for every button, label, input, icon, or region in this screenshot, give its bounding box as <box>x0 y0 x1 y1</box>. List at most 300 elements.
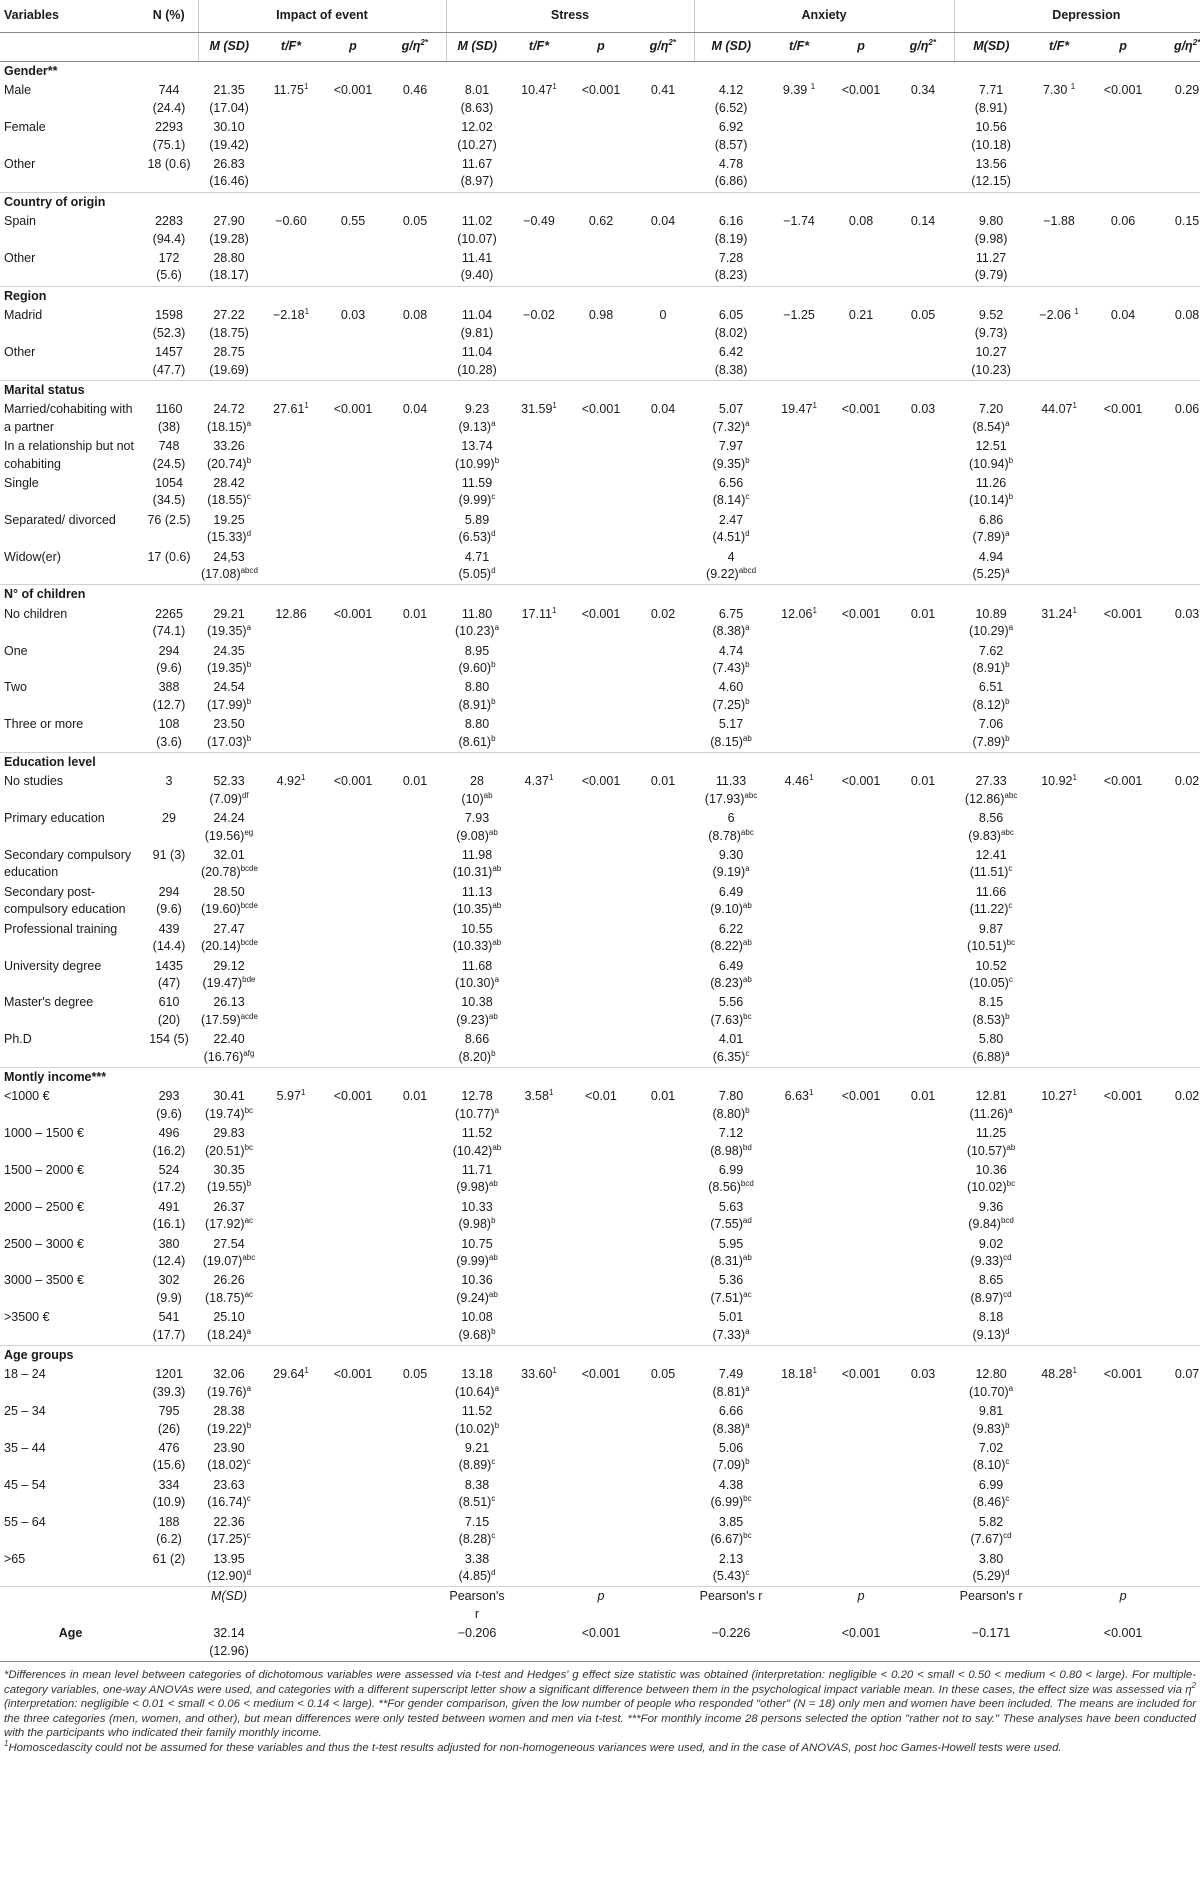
p-cell <box>1090 1198 1156 1235</box>
sd-value: (7.43) <box>712 661 746 675</box>
sd-value: (17.93) <box>704 791 745 806</box>
sd-value: (7.67) <box>970 1532 1004 1547</box>
t-f-cell <box>1028 81 1090 118</box>
t-f-cell <box>1028 642 1090 679</box>
effect-size-cell <box>632 846 694 883</box>
p-cell: <0.001 <box>1103 606 1143 621</box>
sd-value: (18.17) <box>209 268 249 283</box>
mean-value: 7.12 <box>718 1126 744 1141</box>
corr-blank <box>0 1587 140 1624</box>
effect-size-cell: 0.01 <box>402 774 428 789</box>
table-row <box>0 772 1200 809</box>
correlation-header-row <box>0 1587 1200 1624</box>
row-label: Married/cohabiting with a partner <box>4 402 133 434</box>
p-cell <box>322 1513 384 1550</box>
group-superscript: c <box>491 1494 496 1504</box>
mean-sd-cell <box>446 1513 508 1550</box>
effect-size-cell <box>892 1271 954 1308</box>
effect-size-cell <box>384 920 446 957</box>
stat-label-text: g/η <box>909 39 929 54</box>
sd-value: (10.31) <box>452 865 493 880</box>
mean-sd-cell <box>198 957 260 994</box>
effect-size-cell <box>1156 1476 1200 1513</box>
n-percent: (5.6) <box>156 268 182 283</box>
p-cell <box>570 155 632 192</box>
mean-sd-cell <box>446 1198 508 1235</box>
group-superscript: ab <box>492 864 502 874</box>
mean-sd-cell <box>446 678 508 715</box>
t-f-superscript: 1 <box>1072 773 1077 783</box>
t-f-cell <box>768 548 830 585</box>
sd-value: (11.26) <box>969 1106 1009 1121</box>
p-cell <box>1090 1124 1156 1161</box>
t-f-cell <box>260 1271 322 1308</box>
row-label: Single <box>4 475 39 490</box>
group-superscript: ad <box>742 1216 752 1226</box>
p-cell <box>322 548 384 585</box>
effect-size-cell <box>632 809 694 846</box>
t-f-superscript: 1 <box>1070 82 1076 92</box>
mean-value: 24.54 <box>213 680 245 695</box>
sd-value: (20.78) <box>201 865 241 880</box>
mean-sd-cell <box>198 920 260 957</box>
sd-value: (6.53) <box>458 530 492 545</box>
sd-value: (10.64) <box>454 1384 495 1399</box>
mean-value: 13.56 <box>975 157 1007 172</box>
p-cell <box>322 474 384 511</box>
n-value: 2293 <box>155 120 183 135</box>
t-f-cell <box>508 1513 570 1550</box>
group-superscript: abc <box>1000 827 1014 837</box>
n-value: 61 (2) <box>152 1551 186 1566</box>
mean-sd-cell <box>694 1402 768 1439</box>
n-value: 2265 <box>155 606 183 621</box>
mean-sd-cell <box>446 343 508 380</box>
age-mean-sd <box>198 1624 260 1661</box>
mean-value: 2.47 <box>718 512 744 527</box>
sd-value: (8.38) <box>712 624 746 639</box>
mean-sd-cell <box>446 1235 508 1272</box>
p-cell <box>570 1161 632 1198</box>
effect-size-cell <box>1156 1271 1200 1308</box>
p-cell <box>570 920 632 957</box>
group-superscript: d <box>491 565 496 575</box>
mean-value: 5.63 <box>718 1199 744 1214</box>
mean-value: 6.86 <box>978 512 1004 527</box>
effect-size-cell <box>632 1402 694 1439</box>
mean-value: 6.51 <box>978 680 1004 695</box>
t-f-cell <box>260 400 322 437</box>
group-superscript: ab <box>483 790 493 800</box>
p-cell <box>322 809 384 846</box>
effect-size-cell <box>384 1308 446 1345</box>
mean-sd-cell <box>694 715 768 752</box>
group-superscript: b <box>1005 733 1010 743</box>
mean-value: 11.25 <box>975 1126 1007 1141</box>
n-cell <box>140 1271 198 1308</box>
mean-sd-cell <box>694 1513 768 1550</box>
age-p-value: <0.001 <box>830 1624 892 1661</box>
n-value: 1054 <box>155 475 183 490</box>
group-superscript: b <box>246 659 252 669</box>
p-cell <box>1090 846 1156 883</box>
mean-value: 9.52 <box>978 308 1004 323</box>
stat-label-0-2: p <box>322 33 384 62</box>
mean-sd-cell <box>954 1030 1028 1067</box>
group-superscript: b <box>491 659 496 669</box>
t-f-cell <box>260 1402 322 1439</box>
p-cell <box>830 118 892 155</box>
sd-value: (19.07) <box>202 1254 243 1268</box>
row-label: Three or more <box>4 717 84 732</box>
n-percent: (38) <box>157 419 181 434</box>
t-f-cell <box>508 1308 570 1345</box>
p-cell <box>830 548 892 585</box>
t-f-cell <box>260 920 322 957</box>
mean-value: 30.10 <box>213 120 245 135</box>
effect-size-cell <box>1156 474 1200 511</box>
mean-sd-cell <box>694 155 768 192</box>
age-mean: 32.14 <box>213 1626 245 1641</box>
t-f-cell <box>508 1271 570 1308</box>
table-row <box>0 1271 1200 1308</box>
p-cell <box>570 1308 632 1345</box>
effect-size-cell <box>1156 883 1200 920</box>
sd-value: (9.35) <box>712 456 746 471</box>
effect-size-cell <box>632 343 694 380</box>
t-f-cell <box>1028 715 1090 752</box>
p-cell: <0.001 <box>841 1367 881 1382</box>
group-superscript: b <box>745 455 750 465</box>
mean-value: 9.21 <box>464 1441 490 1456</box>
group-superscript: bcde <box>240 901 258 911</box>
mean-value: 3.80 <box>978 1551 1004 1566</box>
t-f-superscript: 1 <box>304 1366 309 1376</box>
n-cell <box>140 400 198 437</box>
t-f-cell <box>768 1439 830 1476</box>
sd-value: (9.13) <box>458 419 492 434</box>
t-f-cell <box>508 642 570 679</box>
sd-value: (10.99) <box>454 456 495 471</box>
n-value: 294 <box>158 643 180 658</box>
table-row <box>0 1124 1200 1161</box>
effect-size-cell <box>1156 511 1200 548</box>
t-f-cell <box>260 511 322 548</box>
t-f-cell <box>1028 1402 1090 1439</box>
mean-sd-cell <box>954 957 1028 994</box>
p-cell <box>1090 883 1156 920</box>
row-label: Secondary post-compulsory education <box>4 884 126 917</box>
group-superscript: eg <box>244 827 254 837</box>
t-f-cell <box>1028 118 1090 155</box>
mean-sd-cell <box>694 249 768 286</box>
mean-value: 10.08 <box>461 1310 493 1325</box>
t-f-cell <box>508 809 570 846</box>
n-value: 108 <box>158 717 180 732</box>
p-cell: 0.08 <box>848 214 874 229</box>
row-label: One <box>4 643 28 658</box>
effect-size-cell <box>1156 1402 1200 1439</box>
mean-sd-cell <box>694 1124 768 1161</box>
t-f-cell <box>260 437 322 474</box>
group-superscript: c <box>1008 901 1013 911</box>
sd-value: (8.23) <box>710 975 743 990</box>
mean-sd-cell <box>198 1198 260 1235</box>
age-label: Age <box>0 1624 140 1661</box>
sd-value: (10.18) <box>971 137 1011 152</box>
group-superscript: a <box>745 623 750 633</box>
table-row <box>0 1198 1200 1235</box>
sd-value: (8.10) <box>972 1458 1006 1473</box>
t-f-value: 31.24 <box>1041 606 1073 621</box>
mean-sd-cell <box>954 81 1028 118</box>
n-value: 491 <box>158 1199 180 1214</box>
row-label: >3500 € <box>4 1310 50 1325</box>
corr-blank <box>1156 1587 1200 1624</box>
mean-sd-cell <box>954 1271 1028 1308</box>
group-superscript: c <box>1005 1494 1010 1504</box>
effect-size-cell <box>1156 642 1200 679</box>
effect-size-cell <box>632 1439 694 1476</box>
group-superscript: a <box>1008 1383 1014 1393</box>
mean-value: 12.80 <box>975 1367 1007 1382</box>
sd-value: (19.69) <box>209 362 249 377</box>
row-label: Ph.D <box>4 1032 32 1047</box>
mean-sd-cell <box>198 846 260 883</box>
n-cell <box>140 1402 198 1439</box>
group-superscript: a <box>1008 623 1014 633</box>
effect-size-cell <box>1156 437 1200 474</box>
n-cell <box>140 1198 198 1235</box>
n-cell <box>140 343 198 380</box>
group-superscript: bc <box>1006 1179 1016 1189</box>
t-f-cell <box>260 81 322 118</box>
effect-size-cell <box>384 993 446 1030</box>
depression-header: Depression <box>954 0 1200 33</box>
n-cell <box>140 846 198 883</box>
footnote-main: *Differences in mean level between categories of dichotomous variables were assessed via t-test and Hedges' g effect size statistic was obtained (interpretation: negligible < 0.20 < small < 0.50 < medium < 0.80 < large). For multiple-category variables, one-way ANOVAs were used, and categories with a different superscript letter show a significant difference between them in the psychological impact variable mean. In these cases, the effect size was assessed via $\eta^2$ (interpretation: negligible < 0.01 < small < 0.06 < medium < 0.14 < large). **For gender comparison, given the low number of people who responded "other" (N = 18) only men and women have been included. The means are included for the three categories (men, women, and other), but mean differences were only tested between women and men via t-test. ***For monthly income 28 persons selected the option "rather not to say." These analyses have been conducted with the participants who indicated their family monthly income. <box>4 1668 1196 1740</box>
group-superscript: abc <box>744 790 758 800</box>
section-row <box>0 1346 1200 1366</box>
group-superscript: d <box>246 529 252 538</box>
mean-value: 5.17 <box>718 717 744 732</box>
corr-blank <box>892 1587 954 1624</box>
effect-size-cell <box>632 548 694 585</box>
row-label: In a relationship but not cohabiting <box>4 439 134 471</box>
group-superscript: ab <box>742 733 752 743</box>
sd-value: (10.05) <box>969 975 1009 990</box>
n-cell <box>140 1161 198 1198</box>
t-f-cell <box>768 1161 830 1198</box>
sd-value: (9.98) <box>458 1217 492 1232</box>
mean-value: 7.62 <box>978 643 1004 658</box>
corr-blank <box>322 1624 384 1661</box>
mean-sd-cell <box>446 118 508 155</box>
mean-value: 12.81 <box>975 1089 1007 1104</box>
row-label: Professional training <box>4 921 118 936</box>
p-cell <box>322 1402 384 1439</box>
effect-size-cell <box>632 1030 694 1067</box>
group-superscript: c <box>246 1457 251 1467</box>
sd-value: (10.29) <box>969 624 1009 639</box>
sd-value: (9.98) <box>456 1180 489 1195</box>
n-cell <box>140 249 198 286</box>
anxiety-header: Anxiety <box>694 0 954 33</box>
p-cell: <0.001 <box>333 402 373 417</box>
corr-blank <box>768 1624 830 1661</box>
effect-size-cell: 0.34 <box>910 83 936 98</box>
corr-blank <box>384 1624 446 1661</box>
row-label: 2000 – 2500 € <box>4 1199 84 1214</box>
effect-size-cell: 0.01 <box>650 774 676 789</box>
t-f-cell <box>768 993 830 1030</box>
effect-size-cell: 0.04 <box>650 214 676 229</box>
group-superscript: c <box>1008 974 1013 984</box>
t-f-cell <box>1028 605 1090 642</box>
n-percent: (16.1) <box>152 1217 186 1232</box>
group-superscript: a <box>246 1383 252 1393</box>
p-cell <box>322 1124 384 1161</box>
effect-size-cell <box>892 1308 954 1345</box>
sd-value: (8.56) <box>708 1180 741 1195</box>
mean-value: 28.42 <box>213 475 245 490</box>
sd-value: (7.32) <box>712 419 746 434</box>
row-label: Two <box>4 680 27 695</box>
mean-sd-cell <box>198 1513 260 1550</box>
group-superscript: b <box>246 1179 252 1189</box>
sd-value: (8.15) <box>710 734 743 749</box>
n-cell <box>140 474 198 511</box>
t-f-value: −1.25 <box>783 308 815 323</box>
mean-value: 11.26 <box>975 475 1007 490</box>
effect-size-cell <box>892 343 954 380</box>
sd-value: (17.04) <box>209 100 249 115</box>
n-value: 744 <box>158 83 180 98</box>
n-percent: (3.6) <box>156 734 182 749</box>
t-f-cell <box>768 1513 830 1550</box>
effect-size-cell <box>384 715 446 752</box>
t-f-cell <box>508 957 570 994</box>
sd-value: (8.97) <box>460 174 494 189</box>
row-label: Female <box>4 120 46 135</box>
n-value: 2283 <box>155 214 183 229</box>
mean-value: 5.01 <box>718 1310 744 1325</box>
effect-size-label-superscript: 2* <box>1192 38 1200 48</box>
t-f-superscript: 1 <box>304 307 310 317</box>
p-cell <box>830 1476 892 1513</box>
p-cell <box>1090 809 1156 846</box>
mean-sd-cell <box>446 809 508 846</box>
mean-sd-cell <box>954 343 1028 380</box>
p-cell: <0.001 <box>1103 774 1143 789</box>
group-superscript: bcd <box>1000 1216 1014 1226</box>
mean-value: 4.38 <box>718 1477 744 1492</box>
mean-sd-cell <box>694 809 768 846</box>
mean-sd-cell <box>198 1365 260 1402</box>
t-f-superscript: 1 <box>303 82 309 92</box>
group-superscript: c <box>1008 864 1013 874</box>
effect-size-cell <box>1156 1550 1200 1587</box>
mean-sd-cell <box>446 883 508 920</box>
sd-value: (7.55) <box>710 1217 743 1232</box>
group-superscript: bc <box>743 1494 752 1504</box>
effect-size-cell: 0.15 <box>1174 214 1200 229</box>
t-f-cell <box>260 1550 322 1587</box>
effect-size-cell <box>1156 343 1200 380</box>
mean-sd-cell <box>446 772 508 809</box>
mean-value: 23.50 <box>213 717 245 732</box>
mean-value: 6.05 <box>718 308 744 323</box>
p-cell <box>322 1439 384 1476</box>
sd-value: (17.99) <box>206 697 247 712</box>
n-value: 439 <box>158 921 180 936</box>
n-value: 293 <box>158 1089 180 1104</box>
t-f-value: 7.30 <box>1042 83 1071 98</box>
t-f-cell <box>260 1198 322 1235</box>
mean-value: 5.95 <box>718 1236 744 1251</box>
mean-value: 26.26 <box>213 1273 245 1288</box>
group-superscript: c <box>246 1530 251 1540</box>
n-percent: (94.4) <box>152 231 186 246</box>
t-f-cell <box>260 1476 322 1513</box>
p-cell <box>570 678 632 715</box>
row-label: Separated/ divorced <box>4 512 116 527</box>
p-cell <box>1090 678 1156 715</box>
effect-size-cell: 0.02 <box>1174 774 1200 789</box>
mean-sd-cell <box>954 249 1028 286</box>
mean-sd-cell <box>694 1271 768 1308</box>
row-label: No studies <box>4 774 64 789</box>
mean-value: 27.22 <box>213 308 245 323</box>
t-f-cell <box>1028 1439 1090 1476</box>
t-f-value: 19.47 <box>781 402 813 417</box>
effect-size-cell <box>1156 957 1200 994</box>
sd-value: (19.47) <box>202 975 243 990</box>
effect-size-cell <box>384 1235 446 1272</box>
p-cell <box>830 1439 892 1476</box>
effect-size-cell <box>892 1513 954 1550</box>
n-value: 18 (0.6) <box>147 157 191 172</box>
group-superscript: cd <box>1003 1289 1012 1299</box>
n-cell <box>140 1476 198 1513</box>
group-superscript: c <box>491 1457 496 1467</box>
table-body <box>0 62 1200 1662</box>
mean-sd-cell <box>694 605 768 642</box>
p-cell: <0.001 <box>1103 1089 1143 1104</box>
n-percent: (6.2) <box>156 1532 182 1547</box>
age-correlation-row <box>0 1624 1200 1661</box>
mean-value: 33.26 <box>213 439 245 454</box>
section-title: Montly income*** <box>0 1067 1200 1087</box>
corr-blank <box>632 1587 694 1624</box>
mean-sd-cell <box>446 1271 508 1308</box>
effect-size-cell <box>384 642 446 679</box>
mean-sd-cell <box>446 1476 508 1513</box>
mean-sd-cell <box>694 1030 768 1067</box>
t-f-cell <box>508 1030 570 1067</box>
p-cell: <0.001 <box>333 774 373 789</box>
t-f-cell <box>1028 1365 1090 1402</box>
effect-size-cell <box>1156 809 1200 846</box>
effect-size-cell: 0.41 <box>650 83 676 98</box>
t-f-superscript: 1 <box>1072 1088 1077 1098</box>
p-cell <box>1090 548 1156 585</box>
group-superscript: b <box>491 1326 496 1336</box>
effect-size-cell <box>892 249 954 286</box>
sd-value: (8.61) <box>458 734 492 749</box>
n-percent: (74.1) <box>152 624 186 639</box>
t-f-superscript: 1 <box>300 1088 306 1098</box>
